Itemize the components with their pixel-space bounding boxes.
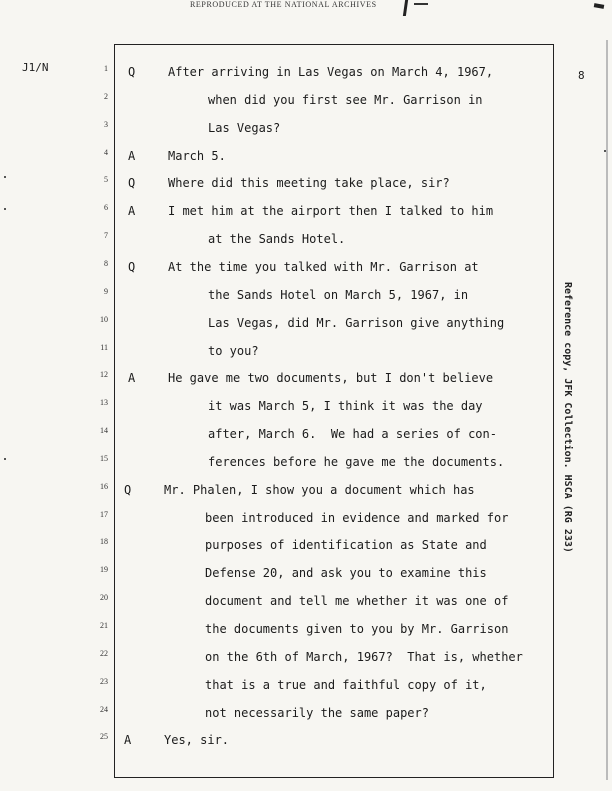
line-text: the Sands Hotel on March 5, 1967, in: [208, 287, 469, 302]
line-number: 2: [104, 91, 108, 101]
speaker-label: Q: [128, 65, 136, 79]
line-text: At the time you talked with Mr. Garrison at: [168, 259, 479, 274]
collection-side-note: Reference copy, JFK Collection. HSCA (RG 233): [562, 282, 573, 553]
line-number: 23: [100, 676, 108, 686]
line-number: 19: [100, 565, 108, 575]
line-number: 12: [100, 370, 108, 380]
line-text: that is a true and faithful copy of it,: [205, 677, 487, 692]
line-text: been introduced in evidence and marked for: [205, 510, 509, 525]
line-text: Mr. Phalen, I show you a document which has: [164, 482, 475, 497]
scan-speck: [4, 458, 6, 460]
line-number: 9: [104, 286, 108, 296]
reporter-code: J1/N: [22, 61, 49, 74]
line-text: Las Vegas?: [208, 120, 281, 135]
line-number: 6: [104, 203, 108, 213]
archive-header-stamp: REPRODUCED AT THE NATIONAL ARCHIVES: [190, 0, 377, 9]
line-text: I met him at the airport then I talked to him: [168, 204, 494, 219]
line-text: He gave me two documents, but I don't believe: [168, 371, 494, 386]
line-text: it was March 5, I think it was the day: [208, 399, 483, 414]
line-number: 16: [100, 481, 108, 491]
header-ink-dash: [414, 3, 428, 5]
page-number: 8: [578, 69, 585, 82]
speaker-label: Q: [128, 259, 136, 274]
line-text: March 5.: [168, 148, 226, 163]
line-number: 22: [100, 648, 108, 658]
line-number: 8: [104, 258, 108, 268]
line-number: 4: [104, 147, 108, 157]
line-text: the documents given to you by Mr. Garrison: [205, 622, 509, 636]
line-number: 3: [104, 119, 108, 129]
line-text: document and tell me whether it was one of: [205, 594, 509, 609]
line-text: purposes of identification as State and: [205, 538, 487, 553]
scan-edge-shadow: [606, 40, 608, 780]
line-number: 20: [100, 593, 108, 603]
speaker-label: A: [128, 148, 136, 163]
line-number: 13: [100, 398, 108, 408]
line-text: after, March 6. We had a series of con-: [208, 427, 497, 442]
speaker-label: Q: [128, 176, 136, 191]
line-text: Yes, sir.: [164, 733, 230, 748]
line-number: 5: [104, 175, 108, 185]
line-text: when did you first see Mr. Garrison in: [208, 92, 483, 107]
corner-ink-mark: [594, 3, 605, 9]
speaker-label: Q: [124, 482, 132, 497]
line-text: After arriving in Las Vegas on March 4, 1967,: [168, 65, 494, 79]
line-text: not necessarily the same paper?: [205, 705, 429, 720]
line-number: 11: [100, 342, 108, 352]
scan-speck: [4, 208, 6, 210]
line-text: on the 6th of March, 1967? That is, whether: [205, 649, 523, 664]
speaker-label: A: [128, 204, 136, 219]
line-number: 14: [100, 426, 108, 436]
line-text: to you?: [208, 343, 259, 358]
line-text: Las Vegas, did Mr. Garrison give anything: [208, 315, 505, 330]
line-number: 18: [100, 537, 108, 547]
scan-speck: [4, 176, 6, 178]
line-number: 1: [104, 64, 108, 73]
line-number: 15: [100, 453, 108, 463]
line-number: 24: [100, 704, 108, 714]
line-text: Defense 20, and ask you to examine this: [205, 566, 487, 581]
line-text: at the Sands Hotel.: [208, 232, 346, 247]
speaker-label: A: [128, 371, 136, 386]
line-text: ferences before he gave me the documents.: [208, 454, 505, 469]
line-number: 10: [100, 314, 108, 324]
line-number: 17: [100, 509, 108, 519]
line-number: 21: [100, 621, 108, 630]
line-number: 25: [100, 732, 108, 742]
line-number: 7: [104, 231, 108, 241]
speaker-label: A: [124, 733, 132, 748]
line-text: Where did this meeting take place, sir?: [168, 176, 450, 191]
scan-speck: [604, 150, 606, 152]
